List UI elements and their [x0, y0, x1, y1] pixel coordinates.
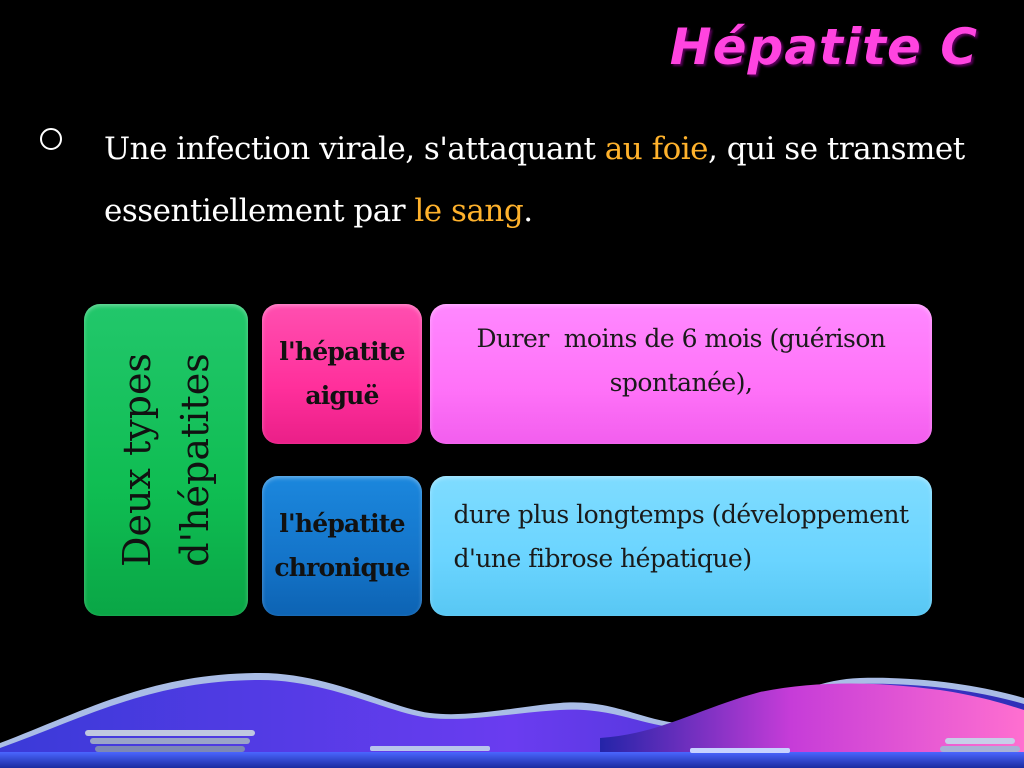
bullet-text — [104, 118, 994, 242]
bullet-text-part-1: Une infection virale, s'attaquant — [104, 131, 605, 167]
category-label-line-2: d'hépatites — [173, 353, 217, 567]
slide-title: Hépatite C — [669, 18, 978, 76]
acute-label-line-1: l'hépatite — [279, 337, 405, 366]
acute-hepatitis-description — [454, 317, 907, 405]
chronic-desc-line-2: d'une fibrose hépatique) — [453, 544, 752, 573]
acute-label-line-2: aiguë — [305, 381, 379, 410]
category-box — [84, 304, 248, 616]
decorative-wave-image — [0, 668, 1024, 768]
acute-desc-line-2: spontanée), — [609, 368, 753, 397]
category-label — [108, 353, 224, 567]
highlight-liver: au foie — [604, 131, 708, 167]
chronic-desc-line-1: dure plus longtemps (développement — [453, 500, 909, 529]
acute-hepatitis-label-box — [262, 304, 422, 444]
chronic-hepatitis-description — [431, 493, 930, 581]
bullet-text-part-2: , qui se transmet essentiellement par — [104, 131, 965, 229]
category-label-line-1: Deux types — [115, 353, 159, 567]
acute-desc-line-1: Durer moins de 6 mois (guérison — [476, 324, 886, 353]
bullet-text-part-3: . — [523, 193, 533, 229]
chronic-label-line-2: chronique — [274, 553, 410, 582]
highlight-blood: le sang — [414, 193, 524, 229]
chronic-hepatitis-label — [274, 502, 409, 590]
chronic-hepatitis-description-box — [430, 476, 932, 616]
chronic-hepatitis-label-box — [262, 476, 422, 616]
bullet-circle-icon — [40, 128, 62, 150]
acute-hepatitis-label — [279, 330, 404, 418]
chronic-label-line-1: l'hépatite — [279, 509, 405, 538]
acute-hepatitis-description-box — [430, 304, 932, 444]
